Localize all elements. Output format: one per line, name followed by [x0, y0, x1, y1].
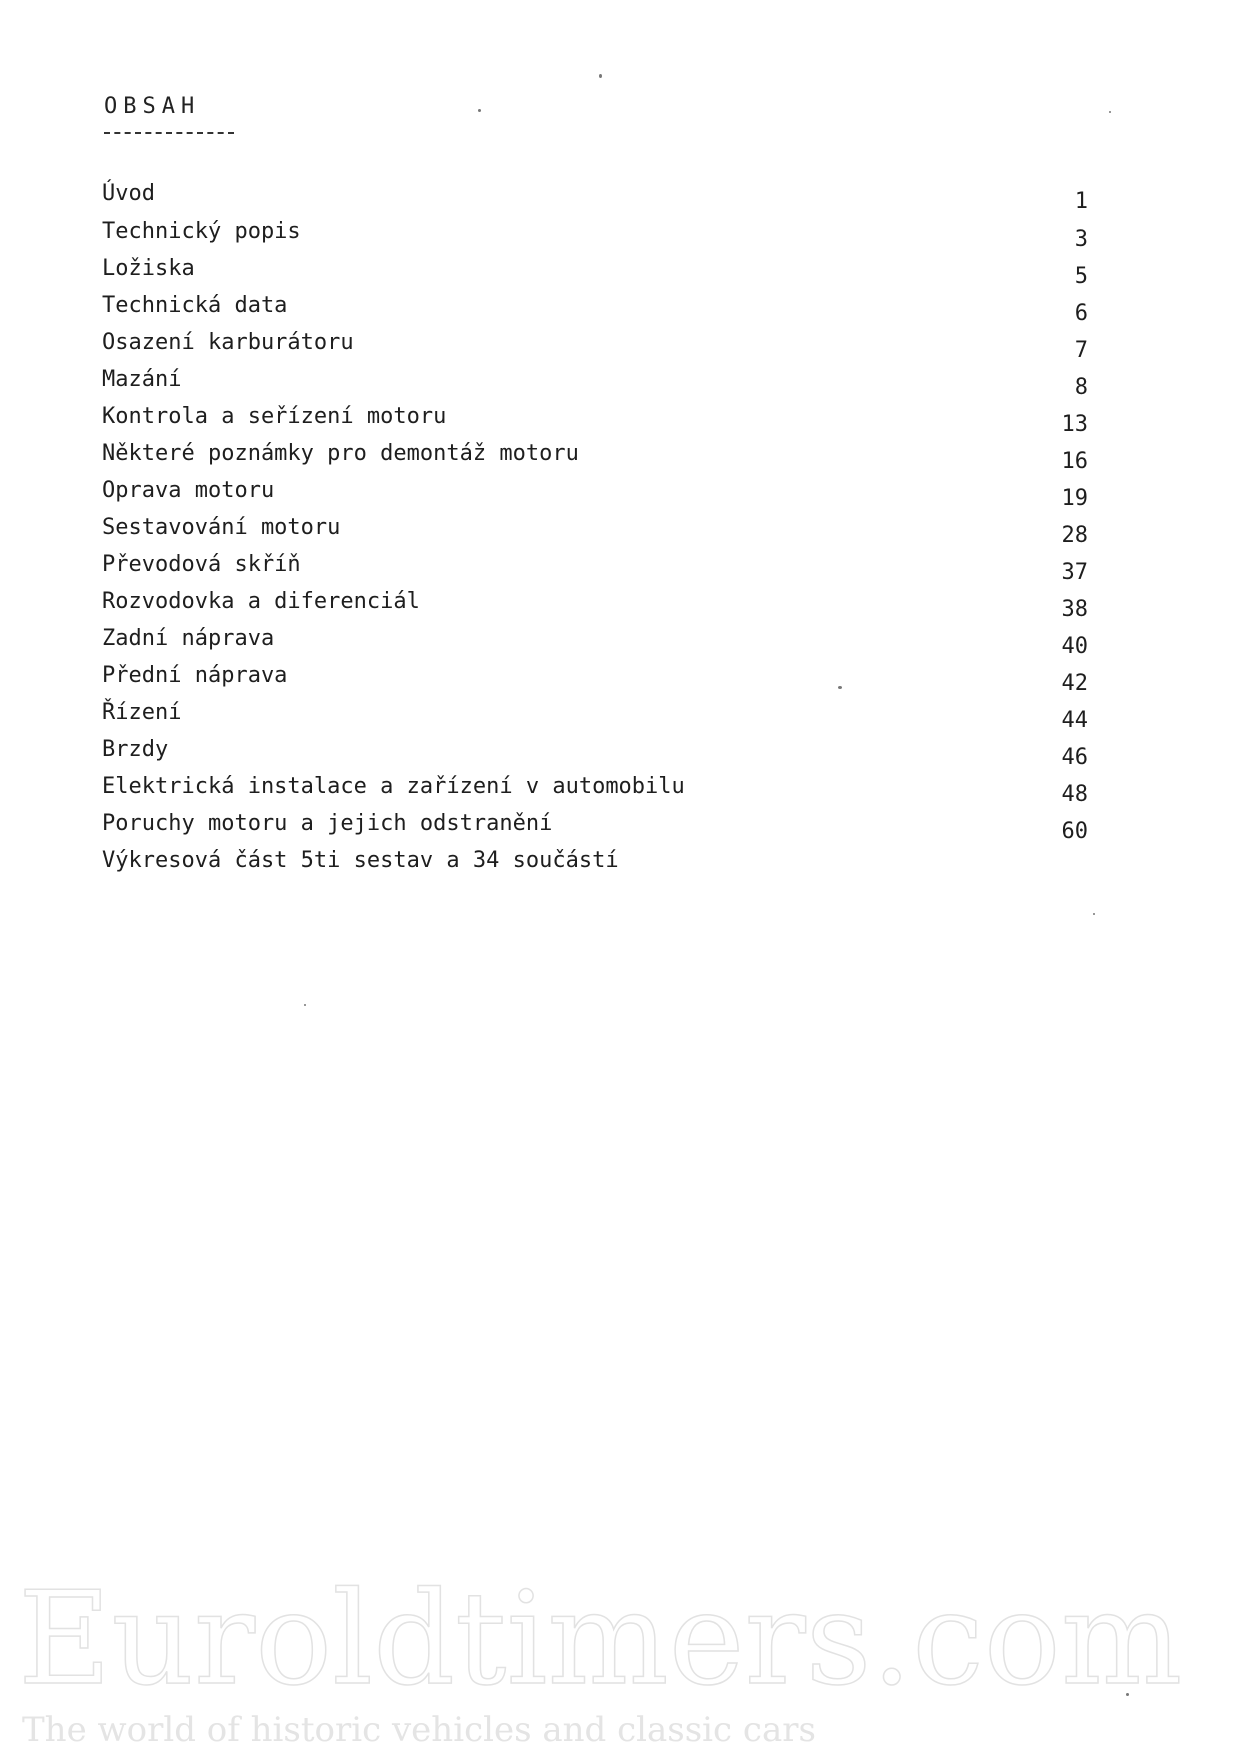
scan-speck: [1109, 111, 1111, 113]
toc-entry: [0, 330, 1240, 366]
toc-entry: [0, 478, 1240, 514]
toc-entry-page: 3: [1074, 227, 1088, 252]
toc-entry: [0, 181, 1240, 217]
toc-entry: [0, 848, 1240, 884]
toc-entry: [0, 589, 1240, 625]
toc-entry-title: Přední náprava: [102, 663, 288, 688]
toc-entry-title: Technický popis: [102, 219, 301, 244]
toc-entry-page: 44: [1061, 708, 1088, 733]
toc-entry-title: Úvod: [102, 181, 155, 206]
toc-entry: [0, 367, 1240, 403]
toc-entry-page: 37: [1061, 560, 1088, 585]
toc-entry-page: 5: [1074, 264, 1088, 289]
toc-entry: [0, 293, 1240, 329]
toc-entry-title: Kontrola a seřízení motoru: [102, 404, 447, 429]
toc-entry-page: 8: [1074, 375, 1088, 400]
toc-entry-page: 13: [1061, 412, 1088, 437]
toc-entry-page: 28: [1061, 523, 1088, 548]
toc-entry-page: 6: [1074, 301, 1088, 326]
toc-entry: [0, 626, 1240, 662]
toc-entry-title: Poruchy motoru a jejich odstranění: [102, 811, 553, 836]
scan-speck: [304, 1004, 306, 1006]
toc-entry-page: 40: [1061, 634, 1088, 659]
toc-entry-page: 48: [1061, 782, 1088, 807]
toc-entry-title: Brzdy: [102, 737, 169, 762]
toc-entry-title: Technická data: [102, 293, 288, 318]
toc-entry-title: Výkresová část 5ti sestav a 34 součástí: [102, 848, 619, 873]
toc-entry-title: Některé poznámky pro demontáž motoru: [102, 441, 579, 466]
toc-entry-title: Mazání: [102, 367, 182, 392]
toc-entry-title: Sestavování motoru: [102, 515, 341, 540]
toc-entry: [0, 663, 1240, 699]
toc-entry-page: 7: [1074, 338, 1088, 363]
toc-entry-page: 19: [1061, 486, 1088, 511]
toc-entry: [0, 811, 1240, 847]
watermark-brand: Euroldtimers.com: [18, 1565, 1183, 1714]
toc-entry-page: 60: [1061, 819, 1088, 844]
toc-entry-page: 46: [1061, 745, 1088, 770]
toc-entry: [0, 219, 1240, 255]
toc-entry-page: 16: [1061, 449, 1088, 474]
toc-entry-title: Zadní náprava: [102, 626, 275, 651]
toc-entry: [0, 515, 1240, 551]
watermark-tagline: The world of historic vehicles and classic cars: [22, 1710, 816, 1750]
toc-entry-page: 1: [1074, 189, 1088, 214]
toc-entry-title: Rozvodovka a diferenciál: [102, 589, 420, 614]
toc-entry-title: Elektrická instalace a zařízení v automobilu: [102, 774, 685, 799]
page-heading: OBSAH: [104, 94, 201, 119]
toc-entry: [0, 256, 1240, 292]
scan-speck: [838, 686, 842, 689]
toc-entry-page: 38: [1061, 597, 1088, 622]
scan-speck: [599, 74, 602, 78]
toc-entry-page: 42: [1061, 671, 1088, 696]
scan-speck: [478, 109, 481, 112]
scan-speck: [1093, 913, 1095, 915]
toc-entry-title: Převodová skříň: [102, 552, 301, 577]
toc-entry-title: Oprava motoru: [102, 478, 275, 503]
toc-entry: [0, 700, 1240, 736]
toc-entry: [0, 552, 1240, 588]
toc-entry: [0, 737, 1240, 773]
toc-entry-title: Osazení karburátoru: [102, 330, 354, 355]
watermark: [18, 1565, 1228, 1750]
toc-entry: [0, 441, 1240, 477]
toc-entry: [0, 404, 1240, 440]
toc-entry-title: Ložiska: [102, 256, 195, 281]
toc-entry: [0, 774, 1240, 810]
toc-entry-title: Řízení: [102, 700, 182, 725]
